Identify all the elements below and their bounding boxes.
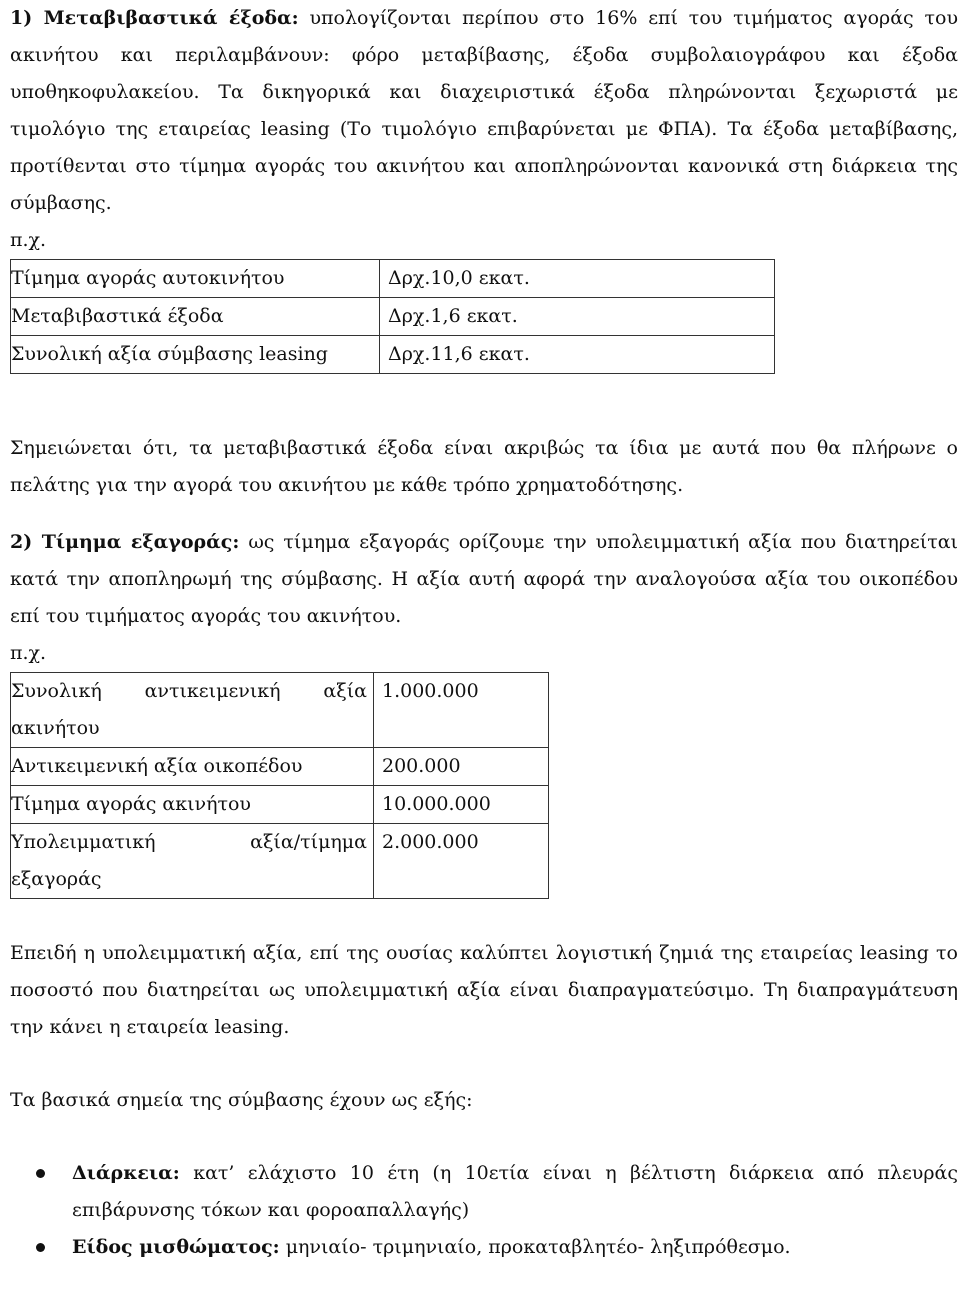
table-row [11,673,549,748]
section2-example-label: π.χ. [10,642,47,664]
section2-note: Επειδή η υπολειμματική αξία, επί της ουσίας καλύπτει λογιστική ζημιά της εταιρείας leasing το ποσοστό που διατηρείται ως υπολειμματική αξία είναι διαπραγματεύσιμο. Τη διαπραγμάτευση την κάνει η εταιρεία leasing. [10,942,958,1038]
table-cell-value: Δρχ.1,6 εκατ. [380,298,775,336]
table-cell-label [11,673,374,748]
section2-text: ως τίμημα εξαγοράς ορίζουμε την υπολειμματική αξία που διατηρείται κατά την αποπληρωμή της σύμβασης. Η αξία αυτή αφορά την αναλογούσα αξία του οικοπέδου επί του τιμήματος αγοράς του ακινήτου. [10,531,958,627]
table-cell-label-line2: ακινήτου [11,717,100,739]
document-page [10,0,958,1266]
table-cell-label: Τίμημα αγοράς αυτοκινήτου [11,260,380,298]
section1-example-label: π.χ. [10,229,47,251]
key-points-intro: Τα βασικά σημεία της σύμβασης έχουν ως εξής: [10,1089,473,1111]
table-row [11,786,549,824]
list-item-term: Διάρκεια: [72,1162,180,1184]
table-row [11,260,775,298]
table-cell-label: Μεταβιβαστικά έξοδα [11,298,380,336]
table-row [11,824,549,899]
table-cell-label-line2: εξαγοράς [11,868,102,890]
section1-heading: 1) Μεταβιβαστικά έξοδα: [10,7,299,29]
table-cell-label: Τίμημα αγοράς ακινήτου [11,786,374,824]
table-cell-value: 2.000.000 [374,824,549,899]
table-cell-label [11,824,374,899]
table-cell-value: 200.000 [374,748,549,786]
transfer-costs-table [10,259,775,374]
list-item-text: μηνιαίο- τριμηνιαίο, προκαταβλητέο- ληξιπρόθεσμο. [285,1236,791,1258]
section2-paragraph [10,524,958,635]
table-row [11,748,549,786]
buyout-price-table [10,672,549,899]
table-cell-label: Συνολική αξία σύμβασης leasing [11,336,380,374]
section1-text: υπολογίζονται περίπου στο 16% επί του τιμήματος αγοράς του ακινήτου και περιλαμβάνουν: φόρο μεταβίβασης, έξοδα συμβολαιογράφου και έξοδα υποθηκοφυλακείου. Τα δικηγορικά και διαχειριστικά έξοδα πληρώνονται ξεχωριστά με τιμολόγιο της εταιρείας leasing (Το τιμολόγιο επιβαρύνεται με ΦΠΑ). Τα έξοδα μεταβίβασης, προτίθενται στο τίμημα αγοράς του ακινήτου και αποπληρώνονται κανονικά στη διάρκεια της σύμβασης. [10,7,958,214]
bullet-icon [36,1169,45,1178]
table-cell-label: Αντικειμενική αξία οικοπέδου [11,748,374,786]
list-item-text: κατ’ ελάχιστο 10 έτη (η 10ετία είναι η βέλτιστη διάρκεια από πλευράς επιβάρυνσης τόκων και φοροαπαλλαγής) [72,1162,958,1221]
section1-note: Σημειώνεται ότι, τα μεταβιβαστικά έξοδα είναι ακριβώς τα ίδια με αυτά που θα πλήρωνε ο πελάτης για την αγορά του ακινήτου με κάθε τρόπο χρηματοδότησης. [10,437,958,496]
table-cell-value: Δρχ.11,6 εκατ. [380,336,775,374]
list-item [10,1229,958,1266]
table-row [11,298,775,336]
list-item-term: Είδος μισθώματος: [72,1236,280,1258]
list-item [10,1155,958,1229]
section2-heading: 2) Τίμημα εξαγοράς: [10,531,240,553]
key-points-list [10,1155,958,1266]
bullet-icon [36,1243,45,1252]
table-cell-label-line1: Συνολική αντικειμενική αξία [11,680,367,702]
table-cell-value: 1.000.000 [374,673,549,748]
table-cell-value: 10.000.000 [374,786,549,824]
table-cell-label-line1: Υπολειμματική αξία/τίμημα [11,831,367,853]
table-cell-value: Δρχ.10,0 εκατ. [380,260,775,298]
table-row [11,336,775,374]
section1-paragraph [10,0,958,222]
